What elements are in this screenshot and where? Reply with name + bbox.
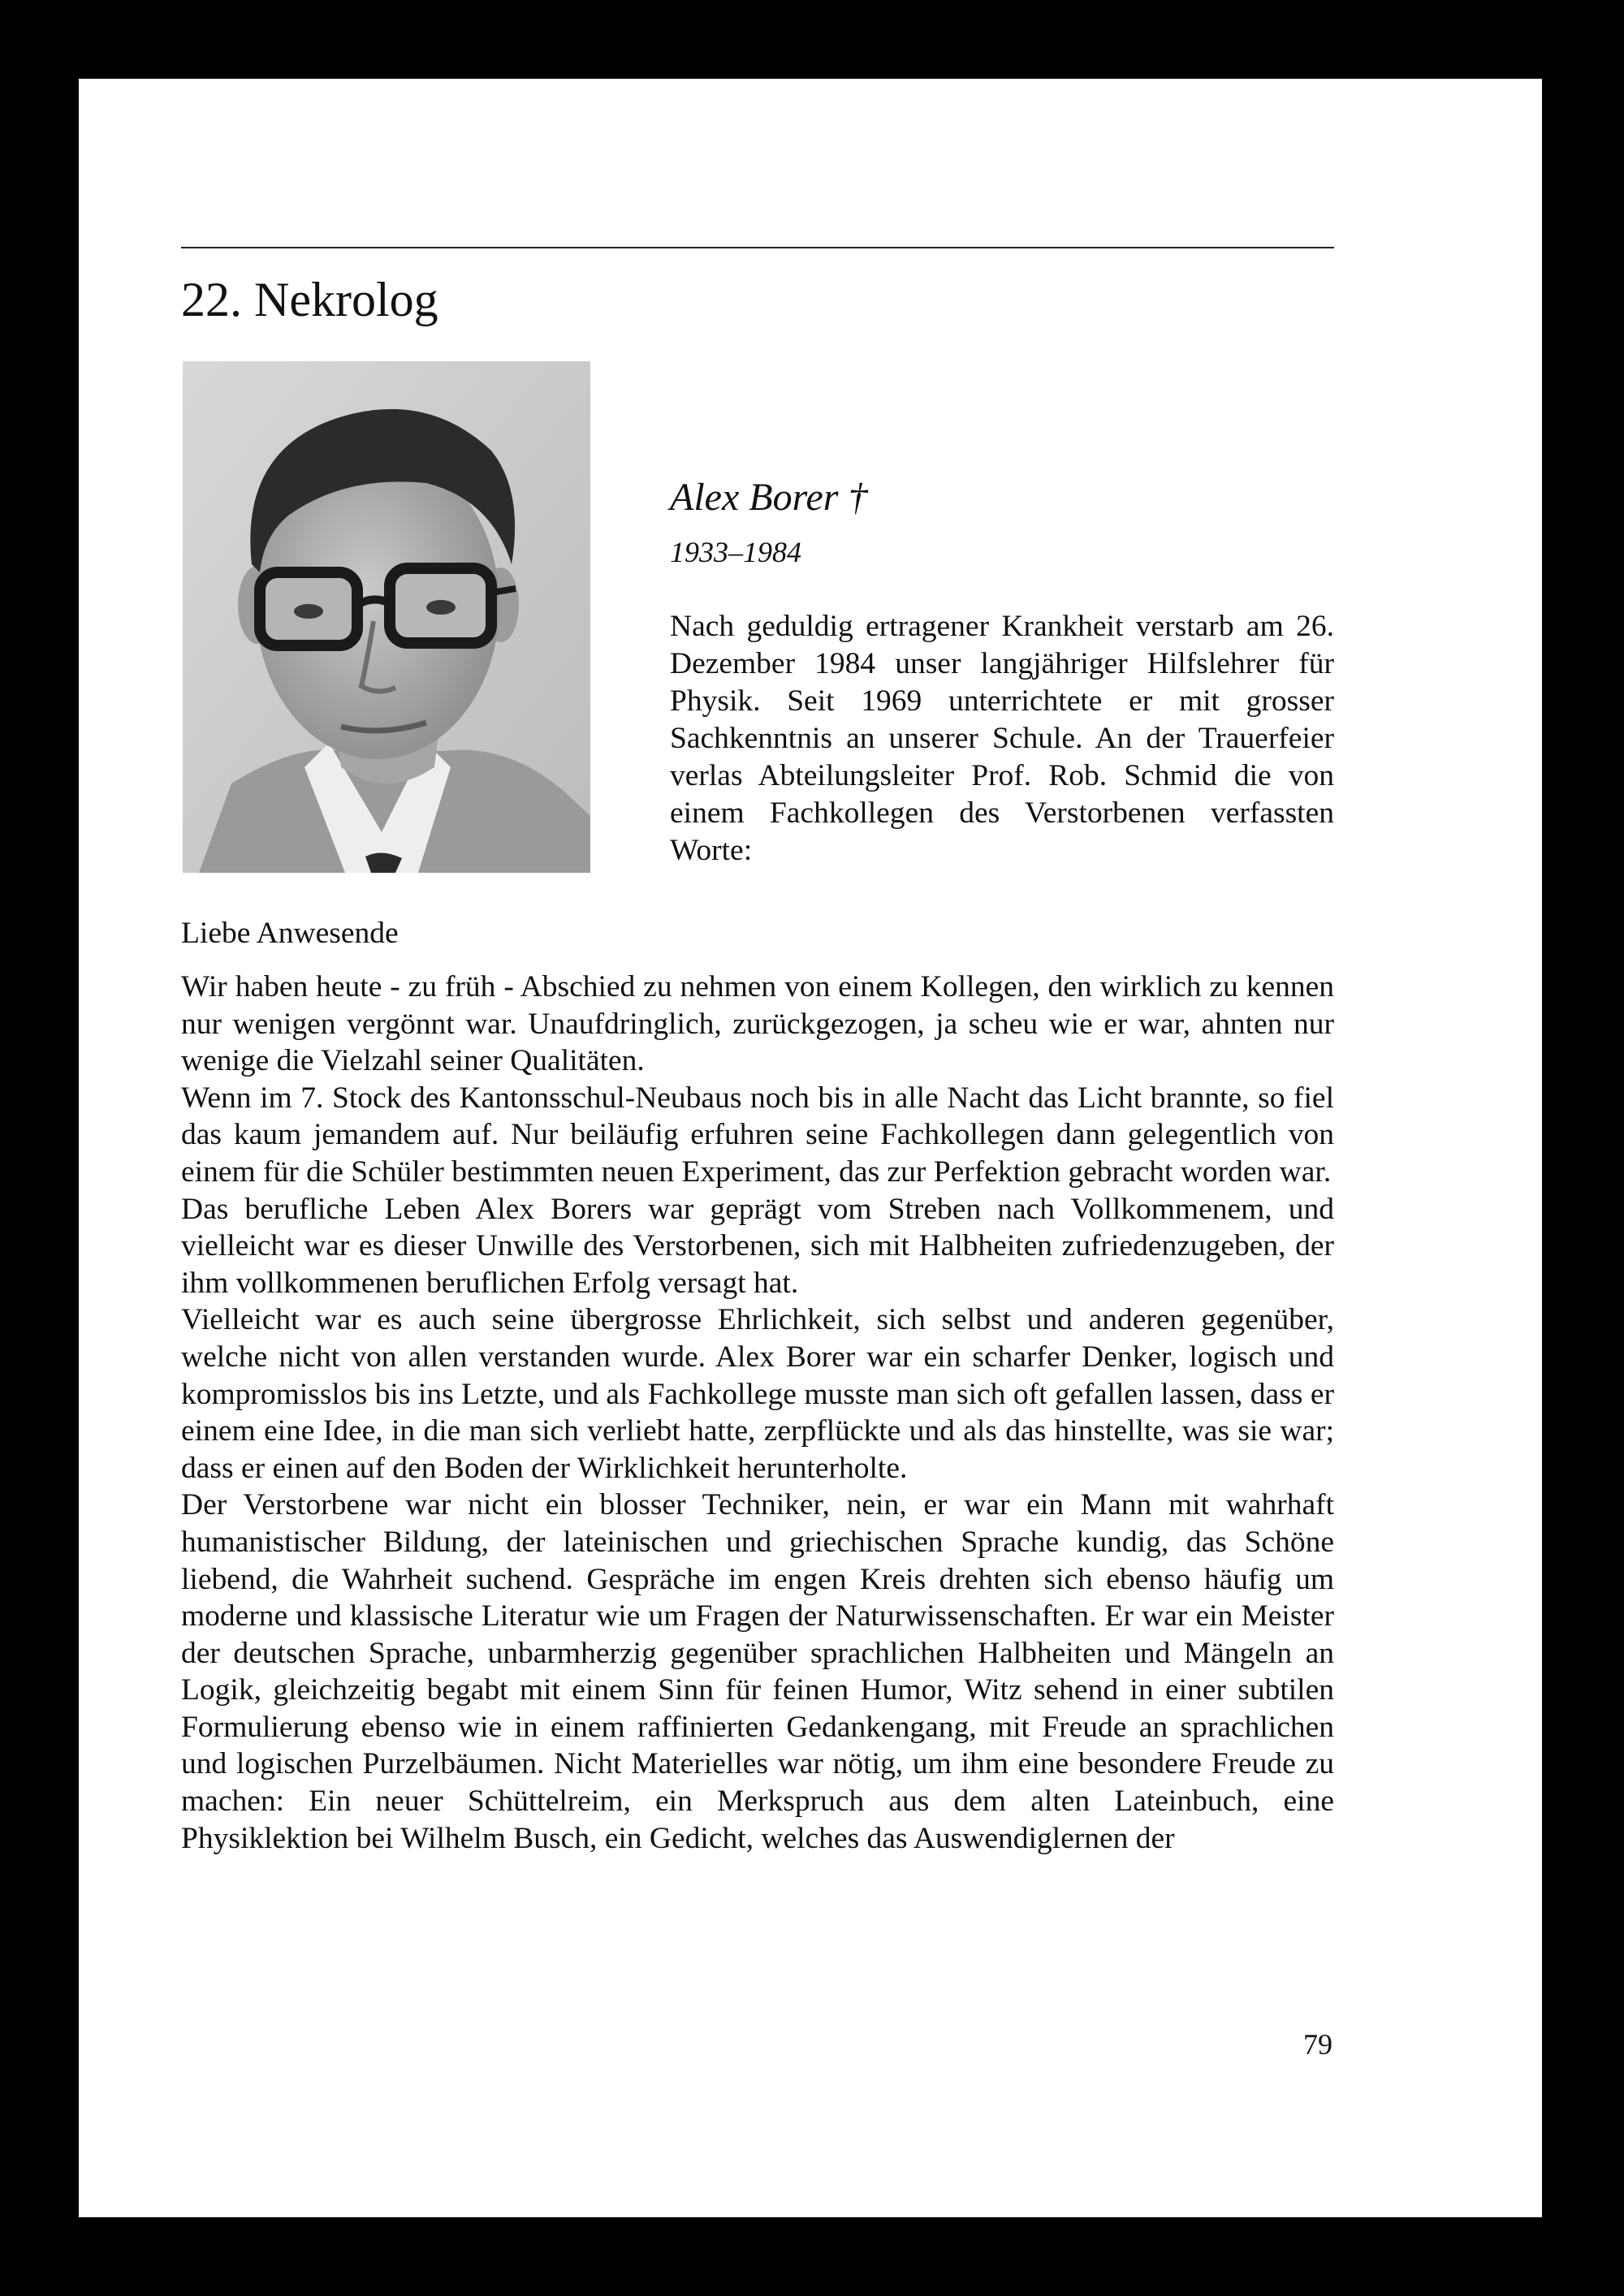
deceased-name: Alex Borer † xyxy=(670,476,868,519)
document-page xyxy=(79,79,1542,2217)
body-paragraph: Vielleicht war es auch seine übergrosse Ehrlichkeit, sich selbst und anderen gegenüber, welche nicht von allen verstanden wurde. Alex Borer war ein scharfer Denker, logisch und kompromisslos bis ins Letzte, und als Fachkollege musste man sich oft gefallen lassen, dass er einem eine Idee, in die man sich verliebt hatte, zerpflückte und als das hinstellte, was sie war; dass er einen auf den Boden der Wirklichkeit herunterholte. xyxy=(181,1303,1334,1485)
portrait-photo xyxy=(183,361,590,873)
intro-paragraph: Nach geduldig ertragener Krankheit verstarb am 26. Dezember 1984 unser langjähriger Hilfslehrer für Physik. Seit 1969 unterrichtete er mit grosser Sachkenntnis an unserer Schule. An der Trauerfeier verlas Abteilungsleiter Prof. Rob. Schmid die von einem Fachkollegen des Verstorbenen verfassten Worte: xyxy=(670,610,1334,867)
body-paragraph: Wenn im 7. Stock des Kantonsschul-Neubaus noch bis in alle Nacht das Licht brannte, so fiel das kaum jemandem auf. Nur beiläufig erfuhren seine Fachkollegen dann gelegentlich von einem für die Schüler bestimmten neuen Experiment, das zur Perfektion gebracht worden war. xyxy=(181,1081,1334,1189)
salutation: Liebe Anwesende xyxy=(181,917,399,950)
eulogy-body xyxy=(181,969,1334,1857)
body-paragraph: Wir haben heute - zu früh - Abschied zu nehmen von einem Kollegen, den wirklich zu kennen nur wenigen vergönnt war. Unaufdringlich, zurückgezogen, ja scheu wie er war, ahnten nur wenige die Vielzahl seiner Qualitäten. xyxy=(181,970,1334,1078)
portrait-illustration xyxy=(183,361,590,873)
page-number: 79 xyxy=(1303,2028,1332,2061)
body-paragraph: Der Verstorbene war nicht ein blosser Techniker, nein, er war ein Mann mit wahrhaft humanistischer Bildung, der lateinischen und griechischen Sprache kundig, das Schöne liebend, die Wahrheit suchend. Gespräche im engen Kreis drehten sich ebenso häufig um moderne und klassische Literatur wie um Fragen der Naturwissenschaften. Er war ein Meister der deutschen Sprache, unbarmherzig gegenüber sprachlichen Halbheiten und Mängeln an Logik, gleichzeitig begabt mit einem Sinn für feinen Humor, Witz sehend in einer subtilen Formulierung ebenso wie in einem raffinierten Gedankengang, mit Freude an sprachlichen und logischen Purzelbäumen. Nicht Materielles war nötig, um ihm eine besondere Freude zu machen: Ein neuer Schüttelreim, ein Merkspruch aus dem alten Lateinbuch, eine Physiklektion bei Wilhelm Busch, ein Gedicht, welches das Auswendiglernen der xyxy=(181,1488,1334,1855)
section-heading: 22. Nekrolog xyxy=(181,273,438,326)
life-years: 1933–1984 xyxy=(670,536,801,568)
body-paragraph: Das berufliche Leben Alex Borers war geprägt vom Streben nach Vollkommenem, und vielleicht war es dieser Unwille des Verstorbenen, sich mit Halbheiten zufriedenzugeben, der ihm vollkommenen beruflichen Erfolg versagt hat. xyxy=(181,1192,1334,1300)
header-rule xyxy=(181,247,1334,248)
